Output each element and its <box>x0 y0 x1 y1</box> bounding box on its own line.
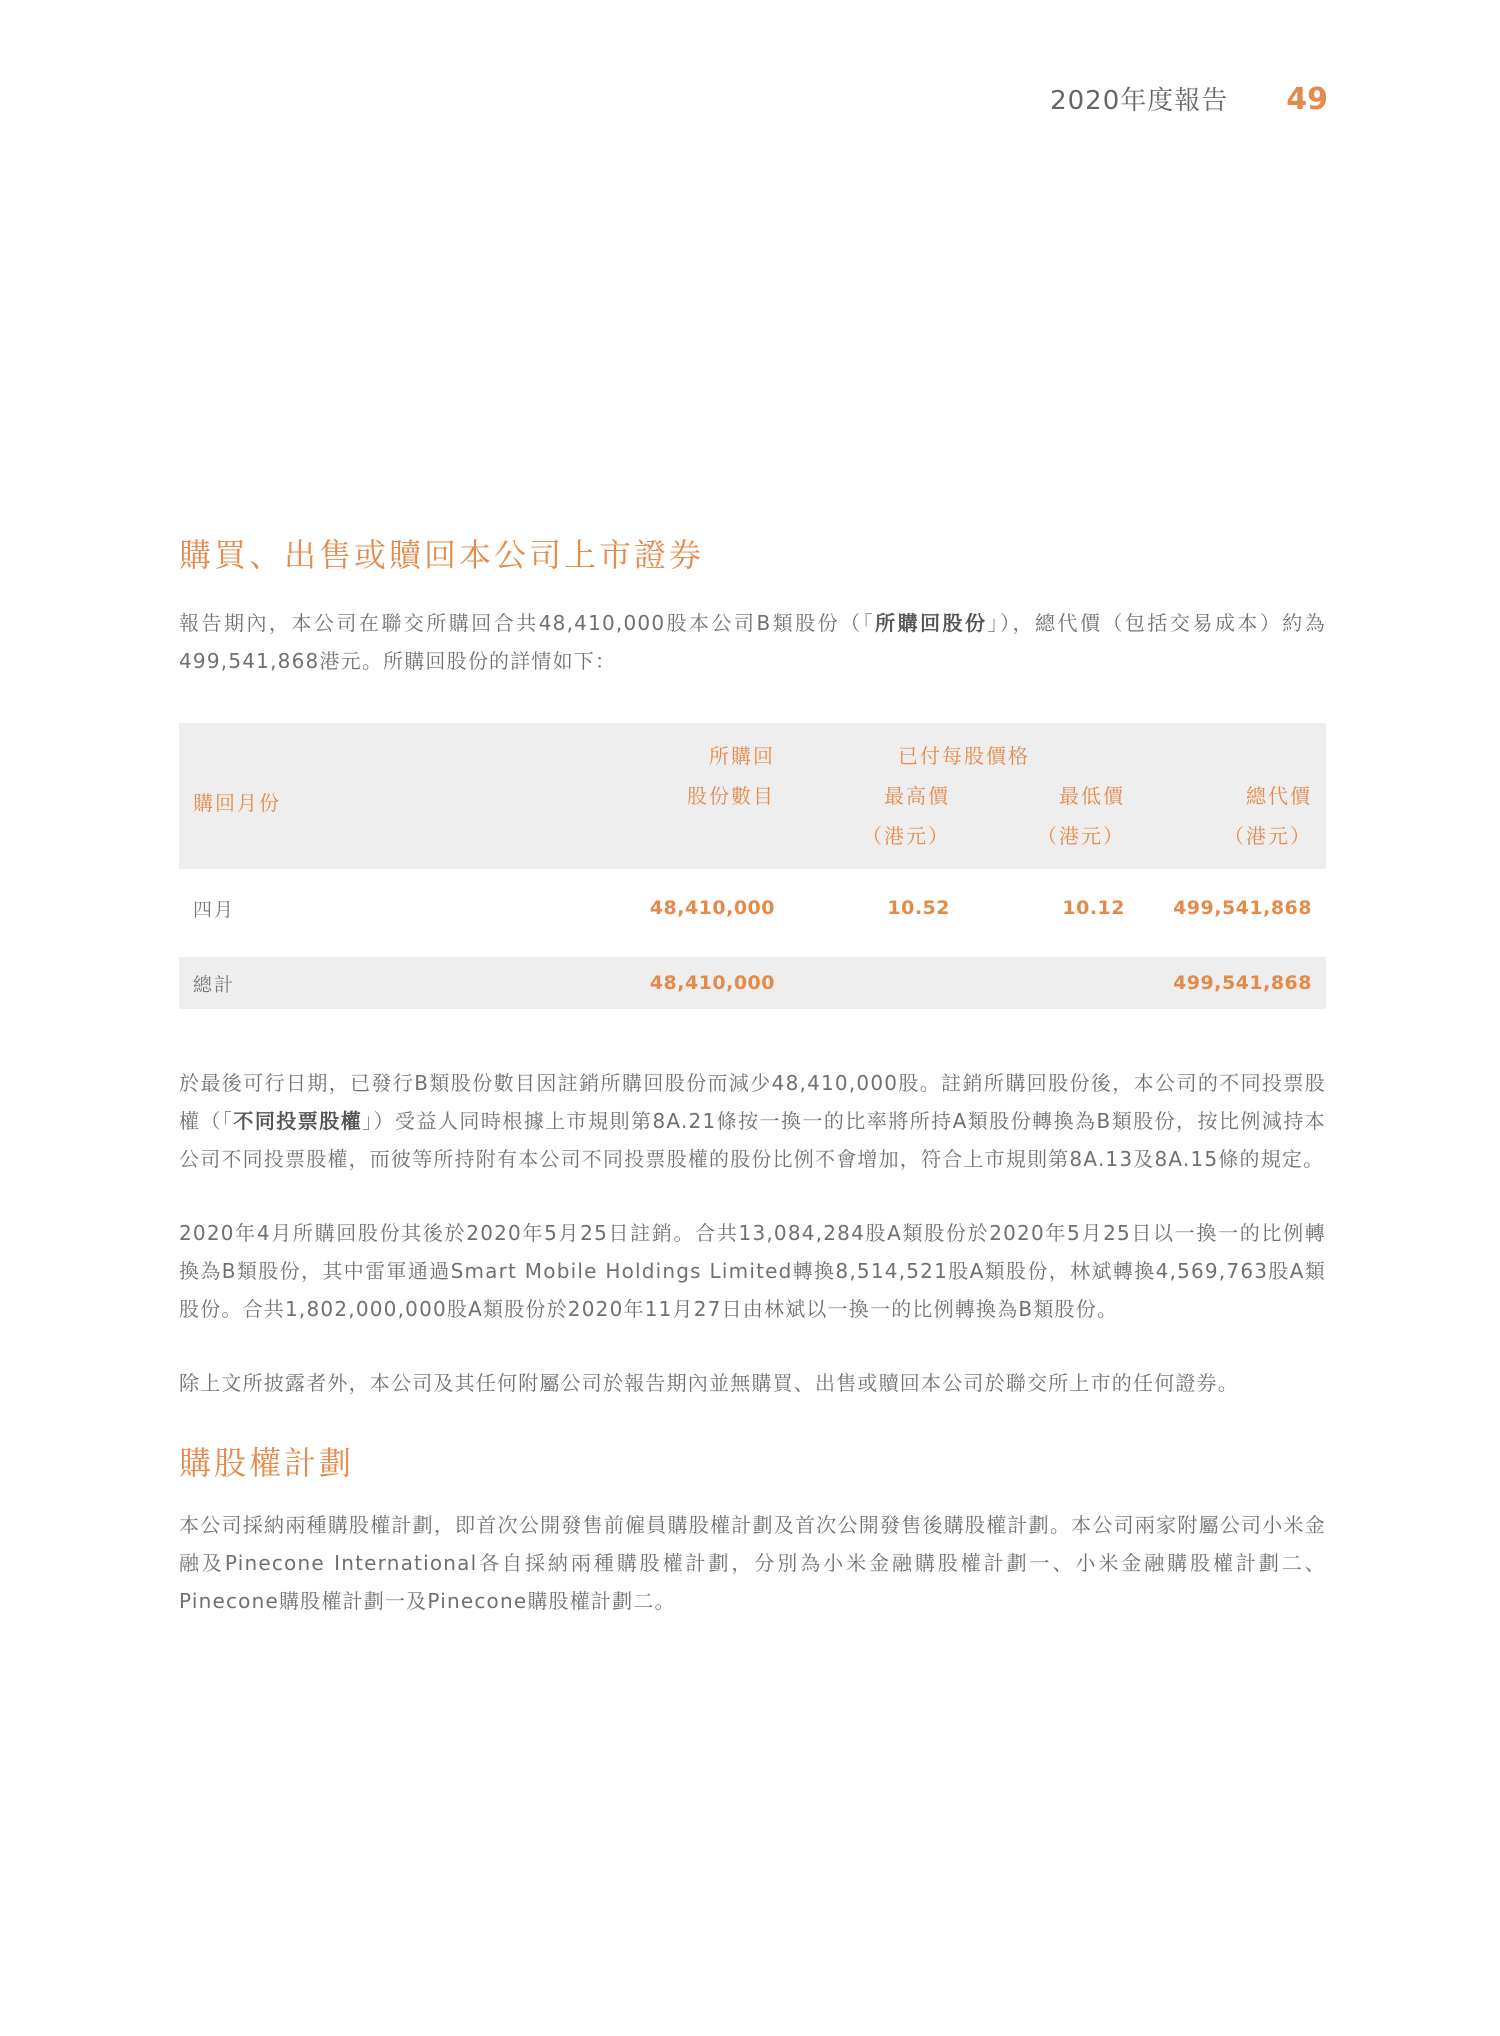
header-total-unit: （港元） <box>1139 814 1326 869</box>
conversion-paragraph: 2020年4月所購回股份其後於2020年5月25日註銷。合共13,084,284股A類股份於2020年5月25日以一換一的比例轉換為B類股份，其中雷軍通過Smart Mobile Holdings Limited轉換8,514,521股A類股份，林斌轉換4,569,763股A類股份。合共1,802,000,000股A類股份於2020年11月27日由林斌以一換一的比例轉換為B類股份。 <box>179 1221 1326 1321</box>
header-low-unit: （港元） <box>964 814 1139 869</box>
report-title: 2020年度報告 <box>1050 86 1229 116</box>
total-shares: 48,410,000 <box>599 957 789 1009</box>
para1-bold-term: 不同投票股權 <box>233 1109 363 1133</box>
para1-text-after: 」）受益人同時根據上市規則第8A.21條按一換一的比率將所持A類股份轉換為B類股份，按比例減持本公司不同投票股權，而彼等所持附有本公司不同投票股權的股份比例不會增加，符合上市規則第8A.13及8A.15條的規定。 <box>179 1109 1326 1171</box>
header-shares-line2: 股份數目 <box>599 774 789 814</box>
row-month: 四月 <box>193 898 236 921</box>
total-label: 總計 <box>179 957 599 1009</box>
row-lowest-price: 10.12 <box>1062 897 1125 919</box>
para1-text-before: 於最後可行日期，已發行B類股份數目因註銷所購回股份而減少48,410,000股。註銷所購回股份後，本公司的不同投票股權（「 <box>179 1071 1326 1133</box>
page-content <box>179 530 1326 1620</box>
row-highest-price: 10.52 <box>887 897 950 919</box>
section-heading-share-option: 購股權計劃 <box>179 1444 355 1482</box>
disclosure-paragraph: 除上文所披露者外，本公司及其任何附屬公司於報告期內並無購買、出售或贖回本公司於聯交所上市的任何證券。 <box>179 1371 1239 1395</box>
table-total-row <box>179 957 1326 1009</box>
header-price-group: 已付每股價格 <box>789 723 1139 774</box>
repurchase-table <box>179 723 1326 1009</box>
header-lowest-price: 最低價 <box>964 774 1139 814</box>
page-header <box>1050 80 1328 117</box>
share-option-paragraph: 本公司採納兩種購股權計劃，即首次公開發售前僱員購股權計劃及首次公開發售後購股權計劃。本公司兩家附屬公司小米金融及Pinecone International各自採納兩種購股權計劃，分別為小米金融購股權計劃一、小米金融購股權計劃二、Pinecone購股權計劃一及Pinecone購股權計劃二。 <box>179 1513 1326 1613</box>
intro-text-after: 」），總代價（包括交易成本）約為499,541,868港元。所購回股份的詳情如下： <box>179 611 1326 673</box>
intro-text-before: 報告期內，本公司在聯交所購回合共48,410,000股本公司B類股份（「 <box>179 611 876 635</box>
header-month: 購回月份 <box>179 723 599 869</box>
section-heading-repurchase: 購買、出售或贖回本公司上市證券 <box>179 536 705 574</box>
table-row <box>179 869 1326 947</box>
header-high-unit: （港元） <box>789 814 964 869</box>
header-highest-price: 最高價 <box>789 774 964 814</box>
row-shares: 48,410,000 <box>649 897 775 919</box>
row-total-consideration: 499,541,868 <box>1173 897 1312 919</box>
page-number: 49 <box>1286 82 1328 117</box>
header-shares-line1: 所購回 <box>599 723 789 774</box>
repurchase-intro-paragraph <box>179 604 1326 680</box>
header-total-consideration: 總代價 <box>1139 774 1326 814</box>
intro-bold-term: 所購回股份 <box>875 611 988 635</box>
cancellation-paragraph <box>179 1064 1326 1178</box>
total-consideration: 499,541,868 <box>1139 957 1326 1009</box>
